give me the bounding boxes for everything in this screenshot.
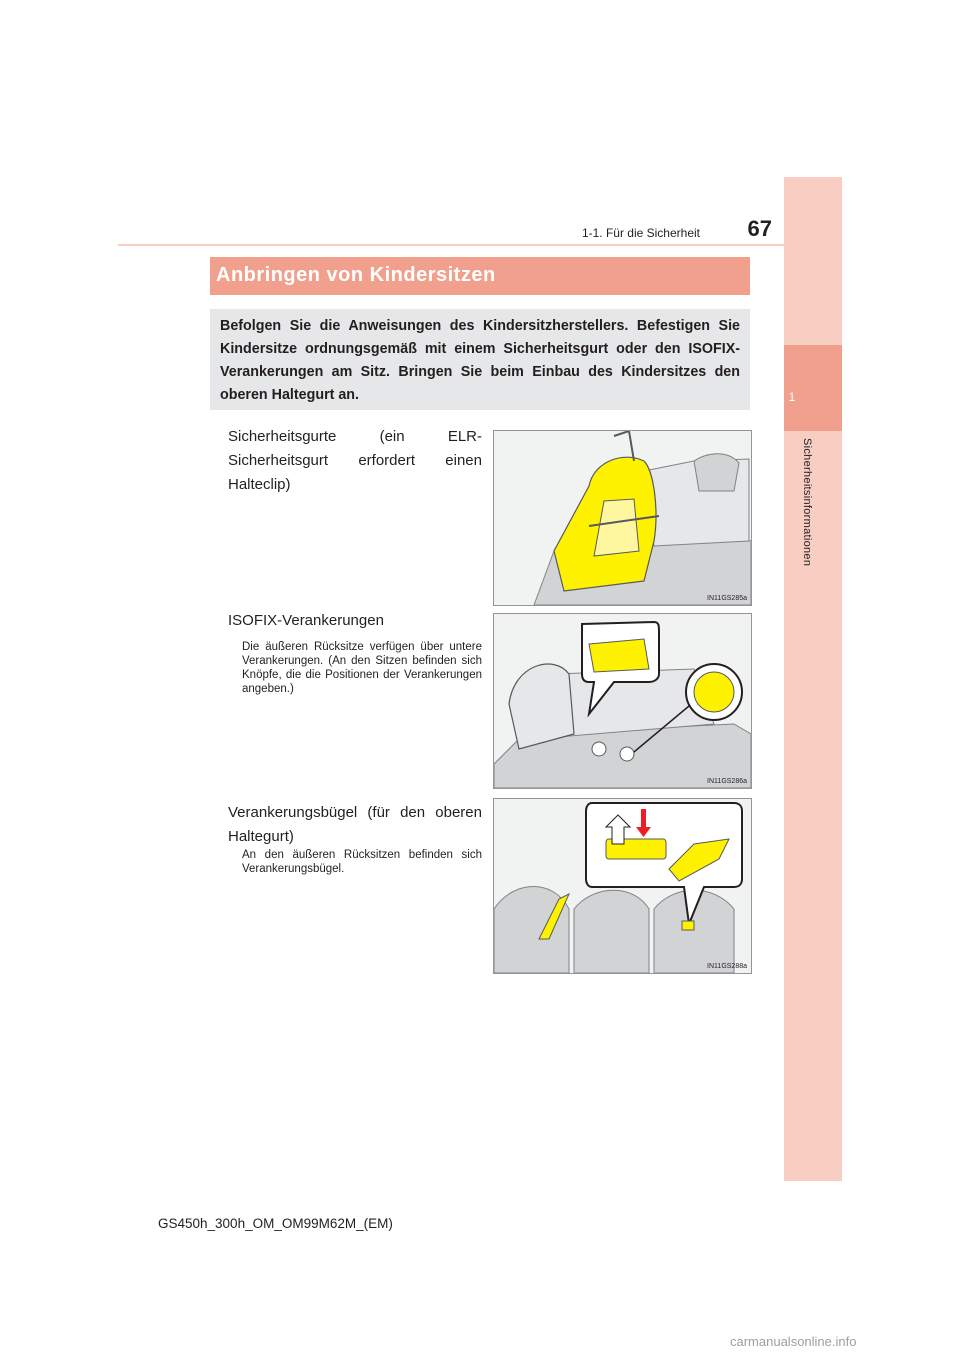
- figure-code: IN11GS286a: [707, 778, 747, 785]
- figure-child-seat-belt: [493, 430, 752, 606]
- figure-code: IN11GS288a: [707, 963, 747, 970]
- figure-anchor-bracket: [493, 798, 752, 974]
- page-title: Anbringen von Kindersitzen: [216, 264, 496, 286]
- chapter-title: Sicherheitsinformationen: [801, 438, 813, 567]
- section-title: 1-1. Für die Sicherheit: [581, 226, 700, 240]
- item-heading-isofix: ISOFIX-Verankerungen: [228, 612, 384, 629]
- watermark: carmanualsonline.info: [730, 1334, 857, 1349]
- chapter-tab: [784, 345, 842, 431]
- figure-isofix: [493, 613, 752, 789]
- item-heading-anchor-bracket: Verankerungsbügel (für den oberen Haltegurt): [228, 804, 482, 845]
- child-seat-illustration: [494, 431, 751, 605]
- chapter-number: 1: [788, 390, 796, 404]
- figure-code: IN11GS285a: [707, 595, 747, 602]
- page-number: 67: [747, 216, 772, 241]
- header-rule: [118, 244, 784, 246]
- item-heading-seatbelts: Sicherheitsgurte (ein ELR-Sicherheitsgurt erfordert einen Halteclip): [228, 428, 482, 493]
- anchor-bracket-illustration: [494, 799, 751, 973]
- intro-box: Befolgen Sie die Anweisungen des Kindersitzherstellers. Befestigen Sie Kindersitze ordnungsgemäß mit einem Sicherheitsgurt oder den ISOFIX-Verankerungen am Sitz. Bringen Sie beim Einbau des Kindersitzes den oberen Haltegurt an.: [210, 309, 750, 410]
- isofix-illustration: [494, 614, 751, 788]
- item-description-anchor-bracket: An den äußeren Rücksitzen befinden sich Verankerungsbügel.: [242, 849, 482, 875]
- side-strip: [784, 177, 842, 1181]
- footer-document-id: GS450h_300h_OM_OM99M62M_(EM): [158, 1216, 393, 1231]
- title-bar: [210, 257, 750, 295]
- item-description-isofix: Die äußeren Rücksitze verfügen über untere Verankerungen. (An den Sitzen befinden sich Knöpfe, die die Positionen der Verankerungen angeben.): [242, 641, 482, 695]
